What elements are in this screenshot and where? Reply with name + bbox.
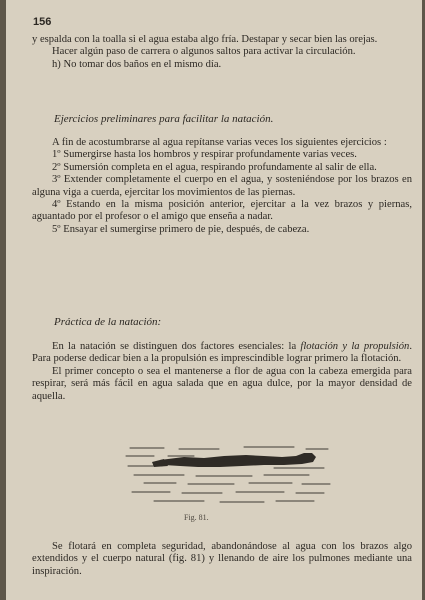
exercise-item-4: 4º Estando en la misma posición anterior, ejercitar a la vez brazos y piernas, aguantado por el profesor o el amigo que enseña a nadar.	[32, 199, 412, 223]
book-page	[6, 0, 422, 600]
factors-text-italic: flotación y la propulsión	[300, 341, 410, 352]
figure-caption: Fig. 81.	[184, 513, 209, 522]
page-number: 156	[33, 16, 52, 28]
top-paragraphs	[32, 34, 412, 71]
exercises-block	[32, 137, 412, 236]
practice-block	[32, 341, 412, 403]
factors-text-end: . Para poderse dedicar bien a la propulsión es imprescindible lograr primero la flotación.	[32, 341, 412, 365]
floating-swimmer-figure	[124, 438, 334, 508]
exercise-item-3: 3º Extender completamente el cuerpo en el agua, y sosteniéndose por los brazos en alguna viga a cuerda, ejercitar los movimientos de las piernas.	[32, 174, 412, 198]
exercise-item-2: 2º Sumersión completa en el agua, respirando profundamente al salir de ella.	[52, 161, 377, 173]
closing-block	[32, 541, 412, 578]
paragraph-floating: Se flotará en completa seguridad, abandonándose al agua con los brazos algo extendidos y el cuerpo natural (fig. 81) y llenando de aire los pulmones mediante una inspiración.	[32, 541, 412, 577]
paragraph-first-concept: El primer concepto o sea el mantenerse a flor de agua con la cabeza emergida para respirar, será más fácil en agua salada que en agua dulce, por la mayor densidad de aquella.	[32, 365, 412, 402]
paragraph-no-two-baths: h) No tomar dos baños en el mismo día.	[52, 58, 222, 70]
factors-text-start: En la natación se distinguen dos factores esenciales: la	[52, 341, 301, 352]
exercise-item-1: 1º Sumergirse hasta los hombros y respirar profundamente varias veces.	[52, 149, 357, 161]
section-heading-practice: Práctica de la natación:	[54, 316, 162, 328]
section-heading-preliminary: Ejercicios preliminares para facilitar la natación.	[54, 113, 274, 125]
exercises-intro: A fin de acostumbrarse al agua repítanse varias veces los siguientes ejercicios :	[52, 137, 387, 148]
exercise-item-5: 5º Ensayar el sumergirse primero de pie, después, de cabeza.	[52, 223, 310, 235]
paragraph-circulation: Hacer algún paso de carrera o algunos saltos para activar la circulación.	[52, 46, 356, 58]
paragraph-towel: y espalda con la toalla si el agua estaba algo fría. Destapar y secar bien las orejas.	[32, 34, 378, 45]
paragraph-factors	[32, 341, 412, 366]
